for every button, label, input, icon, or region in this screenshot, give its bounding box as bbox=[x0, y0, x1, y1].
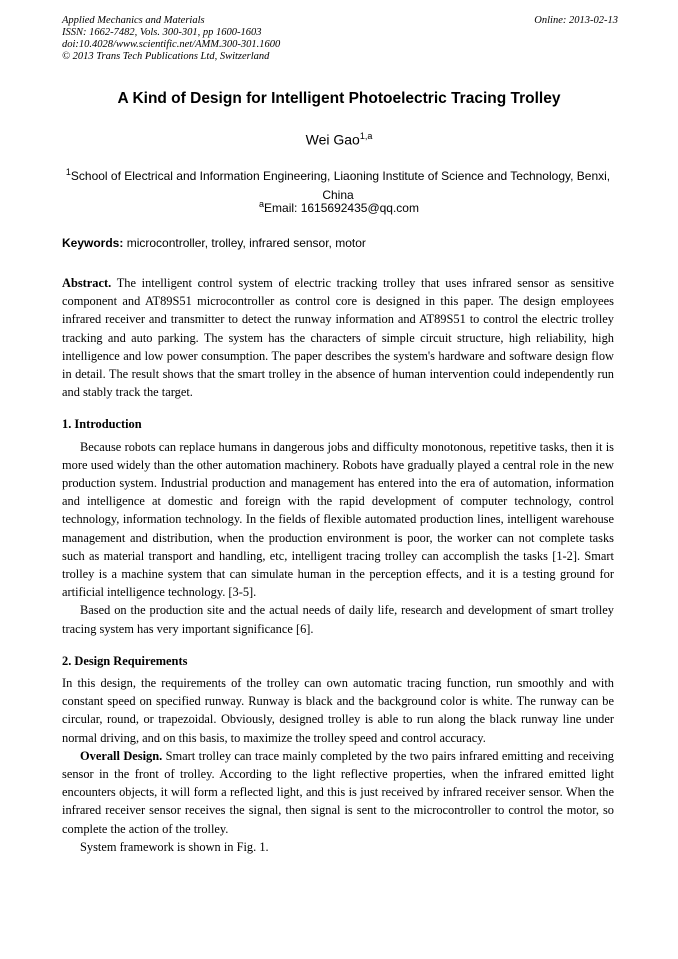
email-text: Email: 1615692435@qq.com bbox=[264, 201, 419, 215]
overall-design-label: Overall Design. bbox=[80, 748, 163, 763]
author-line bbox=[0, 131, 678, 148]
abstract-label: Abstract. bbox=[62, 276, 112, 290]
author-sup: 1,a bbox=[359, 131, 373, 141]
journal-name: Applied Mechanics and Materials bbox=[62, 15, 205, 26]
online-date: Online: 2013-02-13 bbox=[534, 15, 618, 26]
email-sup: a bbox=[259, 199, 265, 209]
framework-paragraph: System framework is shown in Fig. 1. bbox=[80, 839, 269, 854]
overall-design-paragraph bbox=[62, 747, 614, 838]
overall-design-text: Smart trolley can trace mainly completed by the two pairs infrared emitting and receiving sensor in the front of trolley. According to the light reflective properties, when the infrared emitted light encounters objects, it will form a reflected light, and this is just received by infrared receiver sensor. When the infrared receiver sensor receives the signal, then signal is sent to the microcontroller to control the motor, so complete the action of the trolley. bbox=[62, 748, 614, 836]
paper-body bbox=[62, 274, 614, 856]
journal-copyright: © 2013 Trans Tech Publications Ltd, Switzerland bbox=[62, 51, 270, 62]
design-paragraph-1: In this design, the requirements of the trolley can own automatic tracing function, run smoothly and with constant speed on specified runway. Runway is black and the background color is white. The runway can be circular, round, or trapezoidal. Obviously, designed trolley is able to run along the black runway line under normal driving, and on this basis, to maximize the trolley speed and control accuracy. bbox=[62, 676, 614, 745]
intro-paragraph-1: Because robots can replace humans in dangerous jobs and difficulty monotonous, repetitive tasks, then it is more used widely than the other automation machinery. Robots have gradually played a central role in the new production system. Industrial production and management has entered into the era of automation, information and intelligence at domestic and foreign with the rapid development of computer technology, control technology, information technology. In the fields of flexible automated production lines, intelligent warehouse management and distribution, when the production environment is poor, the worker can not complete tasks such as material transport and handling, etc, intelligent tracing trolley can accomplish the tasks [1-2]. Smart trolley is a machine system that can simulate human in the perception effects, and it is a testing ground for artificial intelligence technology. [3-5]. bbox=[62, 439, 614, 600]
journal-issn: ISSN: 1662-7482, Vols. 300-301, pp 1600-1603 bbox=[62, 27, 262, 38]
author-name: Wei Gao bbox=[305, 131, 360, 148]
keywords-label: Keywords: bbox=[62, 236, 124, 250]
keywords bbox=[62, 236, 618, 250]
abstract-text: The intelligent control system of electric tracking trolley that uses infrared sensor as sensitive component and AT89S51 microcontroller as control core is designed in this paper. The design employees infrared receiver and transmitter to detect the runway information and AT89S51 to control the electric trolley tracking and auto parking. The system has the characters of simple circuit structure, high reliability, high intelligence and low power consumption. The paper describes the system's hardware and software design flow in detail. The result shows that the smart trolley in the absence of human intervention could independently run and stably track the target. bbox=[62, 276, 614, 400]
keywords-text: microcontroller, trolley, infrared sensor, motor bbox=[123, 236, 366, 250]
paper-title: A Kind of Design for Intelligent Photoelectric Tracing Trolley bbox=[117, 90, 561, 107]
section-heading-introduction: 1. Introduction bbox=[62, 417, 142, 432]
affiliation-text: School of Electrical and Information Engineering, Liaoning Institute of Science and Technology, Benxi, China bbox=[70, 169, 611, 202]
abstract bbox=[62, 274, 614, 401]
journal-doi: doi:10.4028/www.scientific.net/AMM.300-301.1600 bbox=[62, 39, 281, 50]
intro-paragraph-2: Based on the production site and the actual needs of daily life, research and development of smart trolley tracing system has very important significance [6]. bbox=[62, 603, 614, 636]
journal-header bbox=[62, 15, 618, 63]
email-line bbox=[0, 199, 678, 215]
section-heading-design-requirements: 2. Design Requirements bbox=[62, 653, 188, 668]
affiliation-sup: 1 bbox=[65, 167, 71, 177]
